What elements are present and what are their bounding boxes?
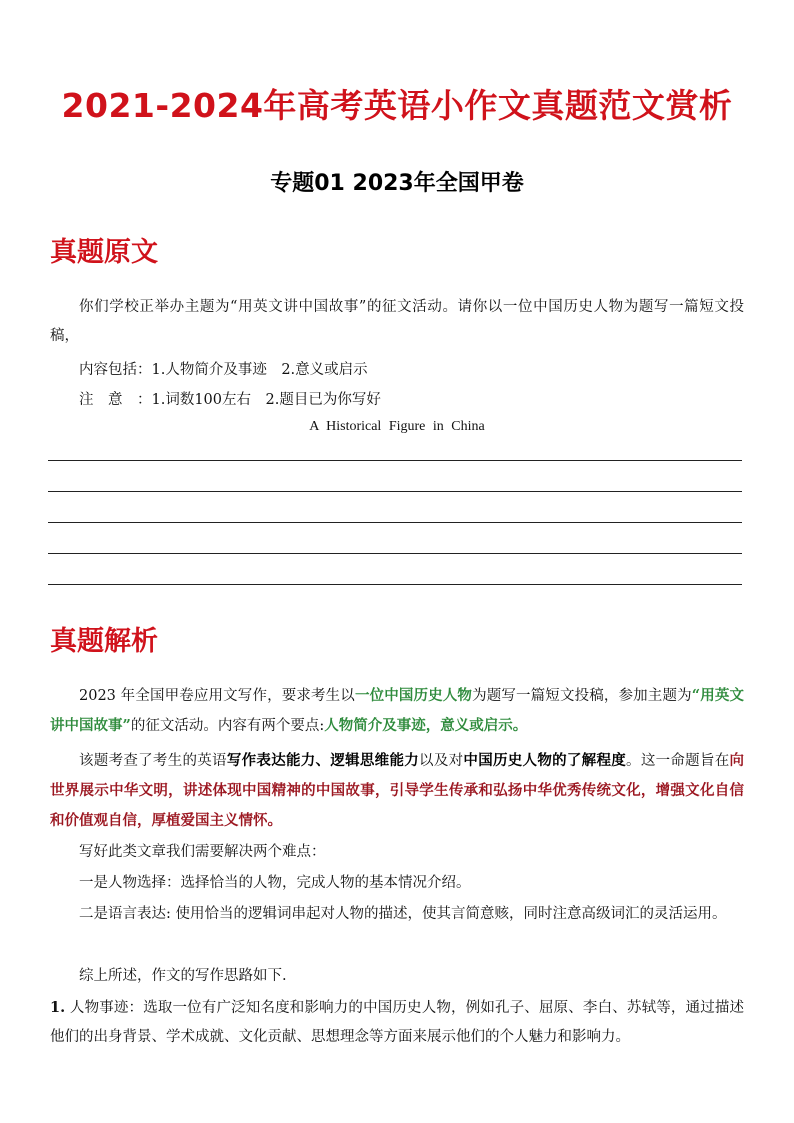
prompt-paragraph	[50, 293, 744, 351]
highlight-knowledge: 中国历史人物的了解程度	[463, 752, 627, 769]
answer-line	[48, 460, 742, 461]
text-run: 该题考查了考生的英语	[79, 753, 227, 769]
text-run: 以及对	[419, 753, 464, 769]
text-run: 的征文活动。内容有两个要点:	[130, 718, 325, 734]
highlight-points: 人物简介及事迹，意义或启示。	[324, 717, 528, 734]
text-run: 为题写一篇短文投稿，参加主题为	[472, 688, 692, 704]
document-subtitle: 专题01 2023年全国甲卷	[270, 171, 524, 196]
text-run: 。这一命题旨在	[626, 753, 730, 769]
prompt-line-2: 短文投稿，	[50, 299, 744, 344]
text-run: 2023 年全国甲卷应用文写作，要求考生以	[79, 688, 355, 704]
answer-line	[48, 491, 742, 492]
analysis-paragraph-4: 一是人物选择：选择恰当的人物，完成人物的基本情况介绍。	[79, 875, 471, 891]
answer-line	[48, 584, 742, 585]
notes-items: 1.词数100左右 2.题目已为你写好	[151, 392, 381, 408]
notes-requirements	[50, 386, 773, 415]
notes-label: 注 意 ：	[79, 392, 152, 408]
item-number: 1.	[50, 999, 66, 1016]
prompt-line-1: 你们学校正举办主题为“用英文讲中国故事”的征文活动。请你以一位中国历史人物为题写一篇	[79, 299, 700, 315]
analysis-paragraph-5: 二是语言表达: 使用恰当的逻辑词串起对人物的描述，使其言简意赅，同时注意高级词汇的灵活运用。	[79, 906, 727, 922]
highlight-abilities: 写作表达能力、逻辑思维能力	[226, 752, 420, 769]
highlight-topic: 一位中国历史人物	[354, 687, 473, 704]
document-title: 2021-2024年高考英语小作文真题范文赏析	[61, 86, 733, 125]
section-heading-original: 真题原文	[50, 237, 158, 268]
analysis-paragraph-3: 写好此类文章我们需要解决两个难点：	[79, 844, 326, 860]
answer-line	[48, 522, 742, 523]
analysis-item-1	[50, 993, 744, 1052]
highlight-theme: “用英文讲中国故事”	[50, 687, 745, 734]
highlight-purpose: 向世界展示中华文明，讲述体现中国精神的中国故事，引导学生传承和弘扬中华优秀传统文化，增强文化自信和价值观自信，厚植爱国主义情怀。	[50, 752, 745, 829]
content-label: 内容包括：	[79, 362, 152, 378]
item-text: 人物事迹：选取一位有广泛知名度和影响力的中国历史人物，例如孔子、屈原、李白、苏轼等，通过描述他们的出身背景、学术成就、文化贡献、思想理念等方面来展示他们的个人魅力和影响力。	[50, 1000, 745, 1045]
content-requirements	[50, 356, 773, 385]
analysis-paragraph-1	[50, 681, 744, 741]
answer-line	[48, 553, 742, 554]
section-heading-analysis: 真题解析	[50, 626, 158, 657]
analysis-paragraph-2	[50, 746, 744, 836]
analysis-paragraph-6: 综上所述，作文的写作思路如下.	[79, 968, 287, 984]
essay-title: A Historical Figure in China	[309, 419, 485, 434]
content-items: 1.人物简介及事迹 2.意义或启示	[151, 362, 368, 378]
